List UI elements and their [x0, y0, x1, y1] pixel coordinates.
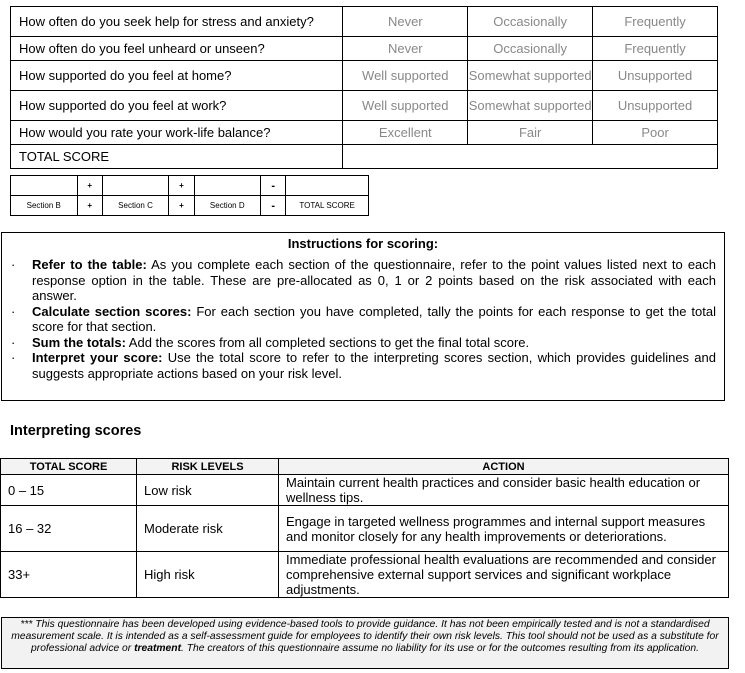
- answer-option[interactable]: Poor: [593, 121, 718, 145]
- recommended-action: Immediate professional health evaluations are recommended and consider comprehensive external support services and significant workplace adjustments.: [279, 552, 729, 598]
- answer-option[interactable]: Frequently: [593, 37, 718, 61]
- tally-entry-row: [11, 176, 369, 196]
- total-score-label: TOTAL SCORE: [11, 145, 343, 169]
- plus-operator: +: [77, 196, 102, 216]
- recommended-action: Engage in targeted wellness programmes and internal support measures and monitor closely for any health improvements or deteriorations.: [279, 506, 729, 552]
- plus-operator: +: [169, 176, 194, 196]
- answer-option[interactable]: Frequently: [593, 7, 718, 37]
- answer-option[interactable]: Fair: [468, 121, 593, 145]
- section-b-entry[interactable]: [11, 176, 78, 196]
- question-row: [11, 91, 718, 121]
- interpreting-scores-heading: Interpreting scores: [10, 423, 142, 439]
- answer-option[interactable]: Never: [343, 7, 468, 37]
- risk-level: Low risk: [137, 475, 279, 506]
- section-b-label: Section B: [11, 196, 78, 216]
- questionnaire-table: [10, 6, 718, 169]
- table-row: [1, 475, 729, 506]
- answer-option[interactable]: Never: [343, 37, 468, 61]
- question-row: [11, 121, 718, 145]
- instruction-heading: Refer to the table:: [32, 257, 147, 272]
- bullet-icon: ·: [11, 303, 16, 319]
- bullet-icon: ·: [11, 257, 16, 272]
- section-tally-table: [10, 175, 369, 216]
- total-score-field[interactable]: [343, 145, 718, 169]
- plus-operator: +: [169, 196, 194, 216]
- score-range: 33+: [1, 552, 137, 598]
- instructions-title: Instructions for scoring:: [287, 236, 439, 251]
- question-text: How would you rate your work-life balance?: [11, 121, 343, 145]
- question-row: [11, 37, 718, 61]
- question-row: [11, 7, 718, 37]
- total-score-row: [11, 145, 718, 169]
- instruction-heading: Calculate section scores:: [32, 303, 192, 319]
- section-c-label: Section C: [102, 196, 169, 216]
- bullet-icon: ·: [11, 334, 16, 350]
- answer-option[interactable]: Well supported: [343, 61, 468, 91]
- instruction-heading: Interpret your score:: [32, 350, 163, 365]
- question-text: How supported do you feel at work?: [11, 91, 343, 121]
- section-d-label: Section D: [194, 196, 261, 216]
- answer-option[interactable]: Somewhat supported: [468, 91, 593, 121]
- plus-operator: +: [77, 176, 102, 196]
- table-row: [1, 552, 729, 598]
- column-header: TOTAL SCORE: [1, 459, 137, 475]
- tally-label-row: [11, 196, 369, 216]
- instructions-list: [2, 257, 724, 381]
- recommended-action: Maintain current health practices and consider basic health education or wellness tips.: [279, 475, 729, 506]
- interpreting-scores-table: [0, 458, 729, 598]
- answer-option[interactable]: Occasionally: [468, 37, 593, 61]
- score-range: 16 – 32: [1, 506, 137, 552]
- instruction-item: [2, 350, 716, 381]
- bullet-icon: ·: [11, 350, 16, 365]
- instruction-text: For each section you have completed, tally the points for each response to get the total score for that section.: [32, 303, 716, 334]
- total-entry[interactable]: [286, 176, 369, 196]
- question-row: [11, 61, 718, 91]
- minus-operator: -: [261, 176, 286, 196]
- answer-option[interactable]: Unsupported: [593, 91, 718, 121]
- answer-option[interactable]: Excellent: [343, 121, 468, 145]
- disclaimer-text-end: . The creators of this questionnaire assume no liability for its use or for the outcomes resulting from its application.: [181, 642, 699, 654]
- table-row: [1, 506, 729, 552]
- instruction-text: As you complete each section of the questionnaire, refer to the point values listed next to each response option in the table. These are pre-allocated as 0, 1 or 2 points based on the risk associated with each answer.: [32, 257, 717, 303]
- question-text: How often do you feel unheard or unseen?: [11, 37, 343, 61]
- section-d-entry[interactable]: [194, 176, 261, 196]
- instruction-item: [2, 335, 716, 351]
- answer-option[interactable]: Somewhat supported: [468, 61, 593, 91]
- answer-option[interactable]: Unsupported: [593, 61, 718, 91]
- table-header-row: [1, 459, 729, 475]
- section-c-entry[interactable]: [102, 176, 169, 196]
- risk-level: High risk: [137, 552, 279, 598]
- instruction-text: Add the scores from all completed sections to get the final total score.: [125, 334, 530, 350]
- minus-operator: -: [261, 196, 286, 216]
- disclaimer-text: *** This questionnaire has been developed using evidence-based tools to provide guidance. It has not been empirically tested and is not a standardised measurement scale. It is intended as a self-assessment guide for employees to identify their own risk levels. This tool should not be used as a substitute for professional advice or: [11, 619, 719, 654]
- question-text: How often do you seek help for stress and anxiety?: [11, 7, 343, 37]
- instruction-heading: Sum the totals:: [32, 334, 126, 350]
- total-score-label: TOTAL SCORE: [286, 196, 369, 216]
- answer-option[interactable]: Occasionally: [468, 7, 593, 37]
- risk-level: Moderate risk: [137, 506, 279, 552]
- disclaimer-emphasis: treatment: [134, 642, 181, 654]
- column-header: RISK LEVELS: [137, 459, 279, 475]
- question-text: How supported do you feel at home?: [11, 61, 343, 91]
- disclaimer-box: [1, 617, 729, 669]
- score-range: 0 – 15: [1, 475, 137, 506]
- column-header: ACTION: [279, 459, 729, 475]
- instruction-item: [2, 257, 716, 304]
- instruction-text: Use the total score to refer to the interpreting scores section, which provides guidelines and suggests appropriate actions based on your risk level.: [32, 350, 716, 381]
- instruction-item: [2, 304, 716, 335]
- scoring-instructions-box: [1, 232, 725, 401]
- answer-option[interactable]: Well supported: [343, 91, 468, 121]
